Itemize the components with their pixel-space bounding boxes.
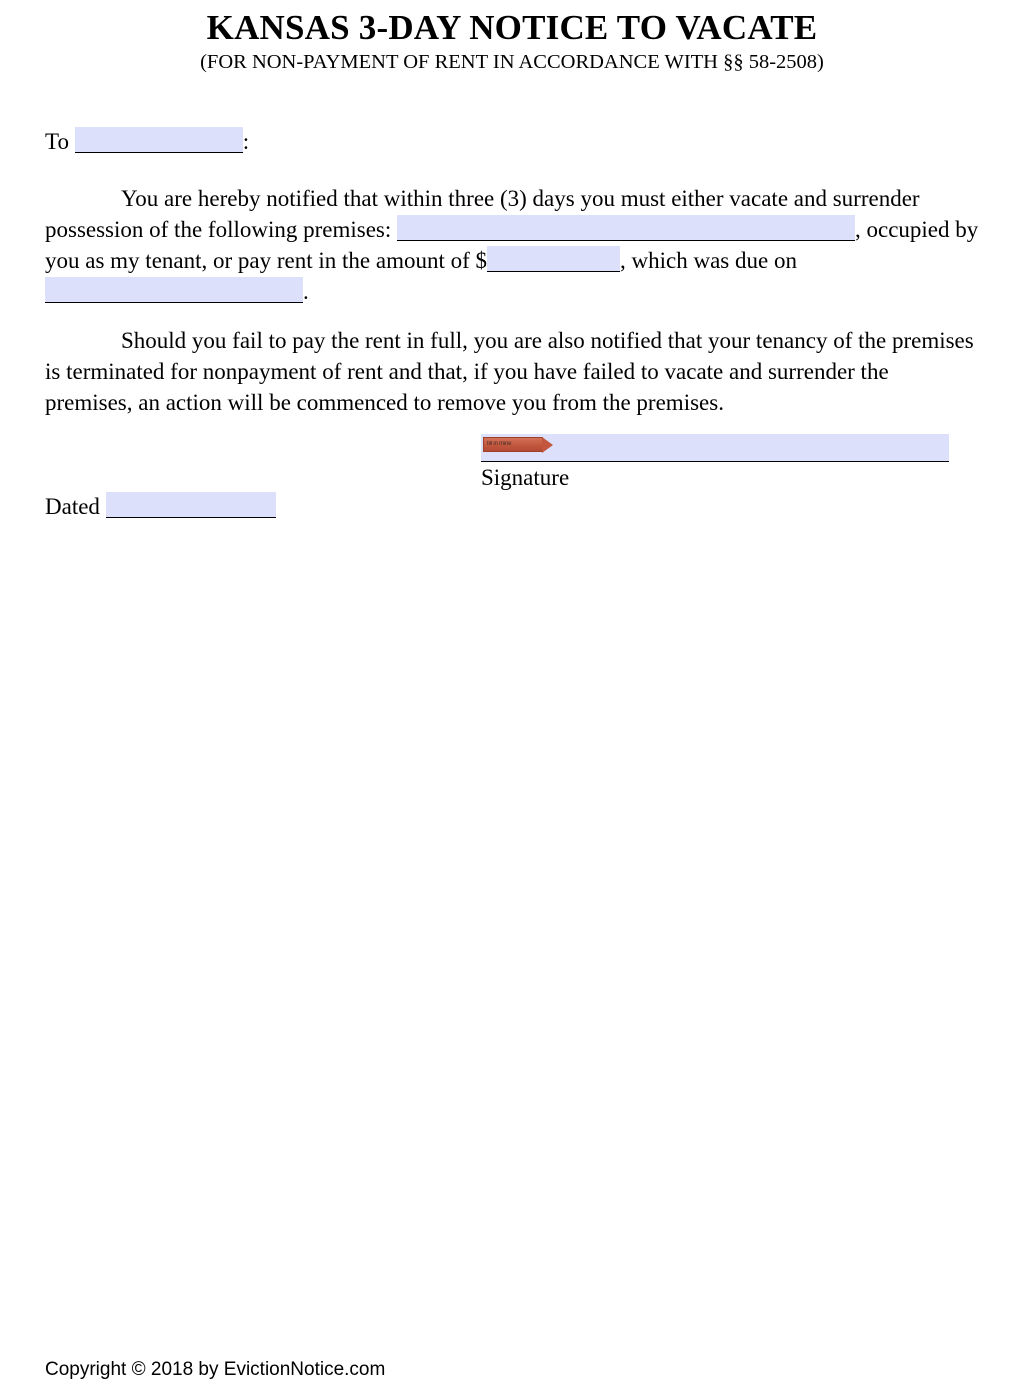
page-title: KANSAS 3-DAY NOTICE TO VACATE xyxy=(206,8,818,47)
notice-text-part-1: You are hereby notified that within three (3) days you must either vacate and surrender possession of the following premises: xyxy=(45,186,920,242)
notice-text-part-2: , occupied by you as my tenant, or pay rent in the amount of $ xyxy=(45,217,979,273)
signature-tag-label: fill in mine xyxy=(487,441,512,447)
signature-field-wrapper xyxy=(481,434,949,462)
page-subtitle: (FOR NON-PAYMENT OF RENT IN ACCORDANCE WITH §§ 58-2508) xyxy=(200,51,824,73)
notice-paragraph xyxy=(45,183,980,307)
termination-paragraph: Should you fail to pay the rent in full, you are also notified that your tenancy of the premises is terminated for nonpayment of rent and that, if you have failed to vacate and surrender the premises, an action will be commenced to remove you from the premises. xyxy=(45,328,974,415)
dated-input[interactable] xyxy=(106,492,276,518)
notice-text-part-3: , which was due on xyxy=(620,248,797,273)
dated-line xyxy=(45,492,276,521)
notice-text-part-4: . xyxy=(303,279,309,304)
recipient-colon: : xyxy=(242,129,250,154)
dated-label: Dated xyxy=(45,494,100,519)
signature-tag-icon xyxy=(483,437,543,452)
signature-input[interactable] xyxy=(481,434,949,462)
recipient-input[interactable] xyxy=(75,127,243,153)
premises-input[interactable] xyxy=(397,215,855,241)
rent-amount-input[interactable] xyxy=(487,246,620,272)
footer-copyright: Copyright © 2018 by EvictionNotice.com xyxy=(45,1359,386,1380)
recipient-label: To xyxy=(45,129,69,154)
due-date-input[interactable] xyxy=(45,277,303,303)
signature-label: Signature xyxy=(481,465,570,490)
recipient-line xyxy=(45,126,980,157)
